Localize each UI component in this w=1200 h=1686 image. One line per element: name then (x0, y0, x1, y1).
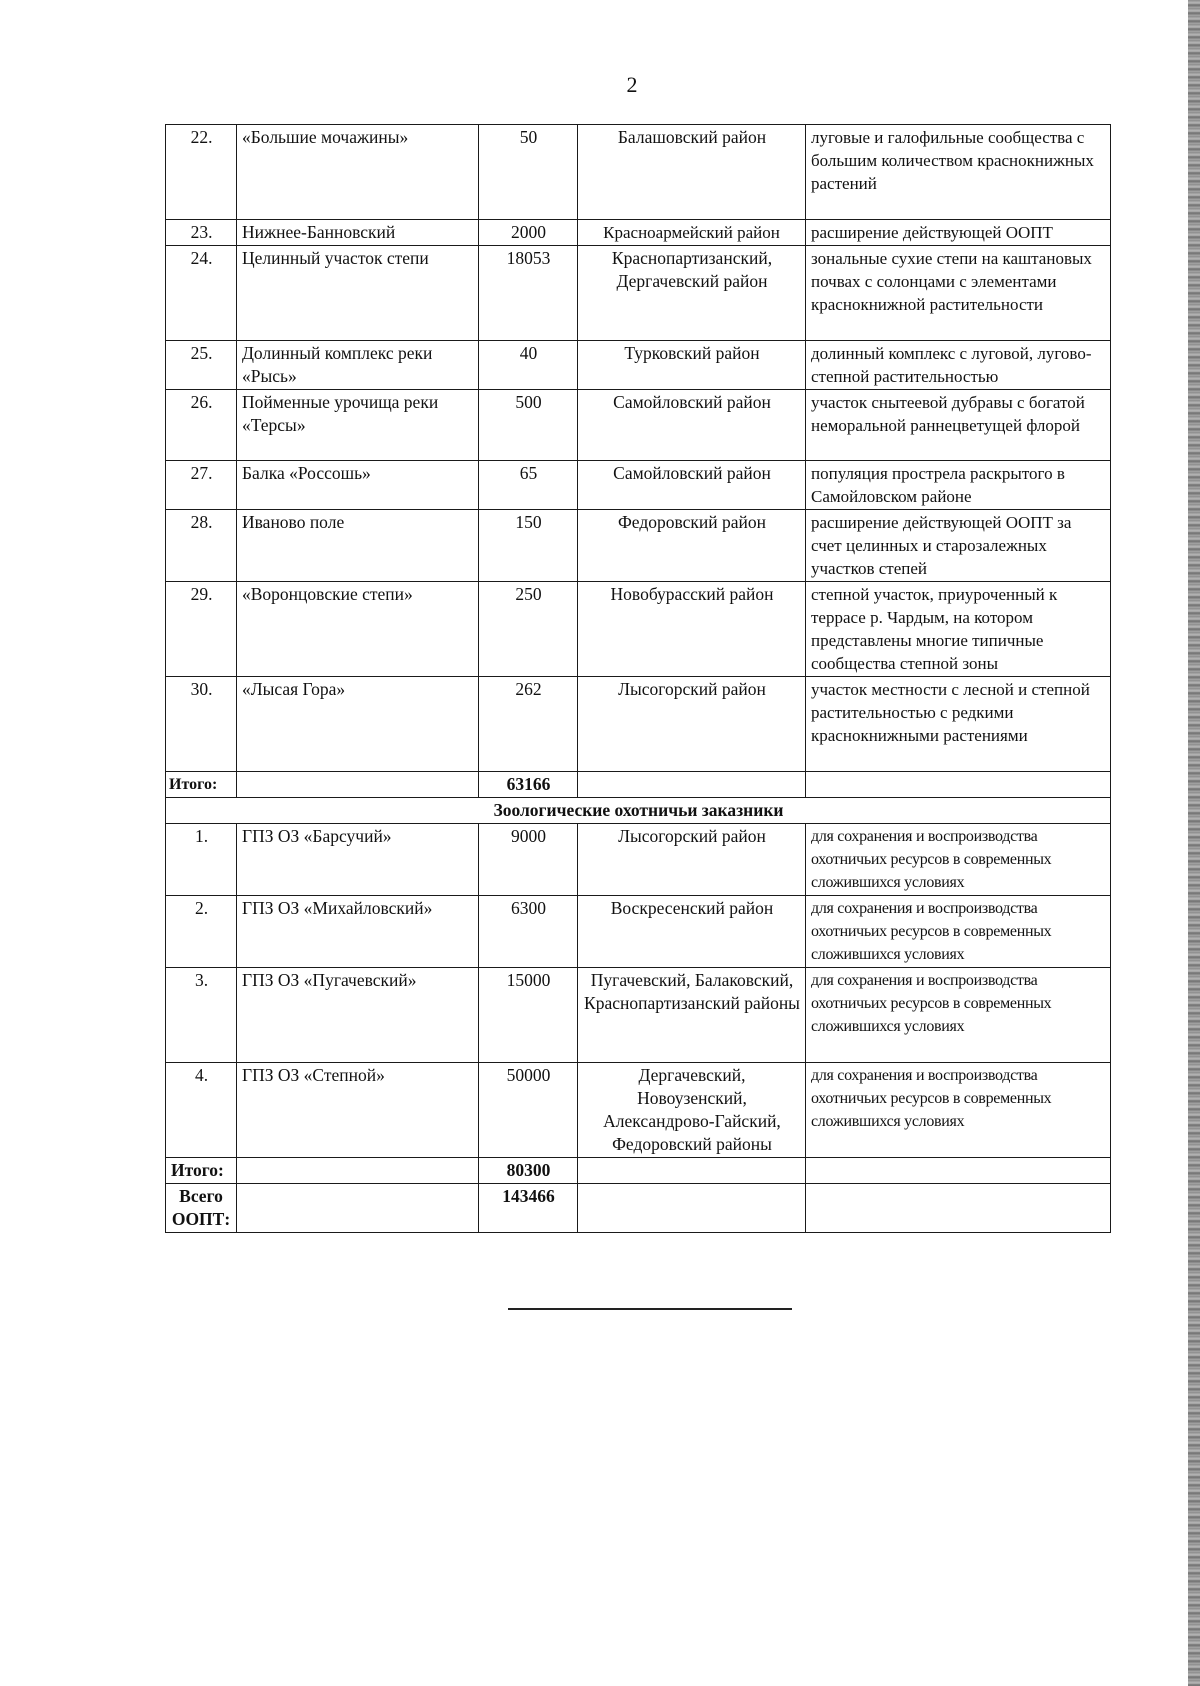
closing-divider-line (508, 1308, 792, 1310)
empty-cell (806, 772, 1111, 798)
empty-cell (578, 1184, 806, 1233)
subtotal-label: Итого: (166, 772, 237, 798)
row-district: Балашовский район (578, 125, 806, 220)
row-district: Красноармейский район (578, 220, 806, 246)
page-number: 2 (626, 72, 638, 97)
row-area: 6300 (479, 896, 578, 968)
empty-cell (806, 1184, 1111, 1233)
table-row (166, 824, 1111, 896)
row-district: Пугачевский, Балаковский, Краснопартизанский районы (578, 968, 806, 1063)
grand-total-row (166, 1184, 1111, 1233)
row-description: участок снытеевой дубравы с богатой неморальной раннецветущей флорой (806, 390, 1111, 461)
row-number: 2. (166, 896, 237, 968)
table-row (166, 390, 1111, 461)
table-row (166, 677, 1111, 772)
table-row (166, 341, 1111, 390)
row-number: 24. (166, 246, 237, 341)
row-name: Пойменные урочища реки «Терсы» (237, 390, 479, 461)
row-area: 250 (479, 582, 578, 677)
row-district: Лысогорский район (578, 677, 806, 772)
row-number: 28. (166, 510, 237, 582)
row-area: 65 (479, 461, 578, 510)
row-name: Долинный комплекс реки «Рысь» (237, 341, 479, 390)
row-name: Нижнее-Банновский (237, 220, 479, 246)
row-description: степной участок, приуроченный к террасе р. Чардым, на котором представлены многие типичные сообщества степной зоны (806, 582, 1111, 677)
row-name: «Большие мочажины» (237, 125, 479, 220)
table-row (166, 510, 1111, 582)
row-name: «Воронцовские степи» (237, 582, 479, 677)
row-district: Краснопартизанский, Дергачевский район (578, 246, 806, 341)
section-title: Зоологические охотничьи заказники (166, 798, 1111, 824)
row-district: Дергачевский, Новоузенский, Александрово-Гайский, Федоровский районы (578, 1063, 806, 1158)
row-district: Лысогорский район (578, 824, 806, 896)
row-description: для сохранения и воспроизводства охотничьих ресурсов в современных сложившихся условиях (806, 896, 1111, 968)
table-row (166, 1063, 1111, 1158)
subtotal-row (166, 1158, 1111, 1184)
row-area: 262 (479, 677, 578, 772)
row-name: ГПЗ ОЗ «Михайловский» (237, 896, 479, 968)
row-area: 15000 (479, 968, 578, 1063)
row-description: долинный комплекс с луговой, лугово-степной растительностью (806, 341, 1111, 390)
row-area: 40 (479, 341, 578, 390)
empty-cell (237, 772, 479, 798)
grand-total-value: 143466 (479, 1184, 578, 1233)
row-area: 500 (479, 390, 578, 461)
row-area: 150 (479, 510, 578, 582)
oopt-table (165, 124, 1111, 1233)
row-district: Федоровский район (578, 510, 806, 582)
scan-page-edge (1188, 0, 1200, 1686)
row-description: расширение действующей ООПТ за счет целинных и старозалежных участков степей (806, 510, 1111, 582)
row-number: 30. (166, 677, 237, 772)
empty-cell (237, 1158, 479, 1184)
table-row (166, 461, 1111, 510)
table-body (166, 125, 1111, 1233)
table-row (166, 582, 1111, 677)
empty-cell (237, 1184, 479, 1233)
row-number: 27. (166, 461, 237, 510)
table-row (166, 246, 1111, 341)
row-name: «Лысая Гора» (237, 677, 479, 772)
row-description: зональные сухие степи на каштановых почвах с солонцами с элементами краснокнижной растительности (806, 246, 1111, 341)
row-name: ГПЗ ОЗ «Барсучий» (237, 824, 479, 896)
row-number: 23. (166, 220, 237, 246)
row-number: 26. (166, 390, 237, 461)
row-district: Самойловский район (578, 390, 806, 461)
row-description: для сохранения и воспроизводства охотничьих ресурсов в современных сложившихся условиях (806, 824, 1111, 896)
row-number: 1. (166, 824, 237, 896)
table-row (166, 968, 1111, 1063)
row-description: для сохранения и воспроизводства охотничьих ресурсов в современных сложившихся условиях (806, 968, 1111, 1063)
row-name: Иваново поле (237, 510, 479, 582)
row-area: 2000 (479, 220, 578, 246)
row-area: 50000 (479, 1063, 578, 1158)
row-area: 18053 (479, 246, 578, 341)
row-number: 4. (166, 1063, 237, 1158)
row-district: Новобурасский район (578, 582, 806, 677)
row-number: 29. (166, 582, 237, 677)
table-row (166, 125, 1111, 220)
row-name: Целинный участок степи (237, 246, 479, 341)
row-district: Воскресенский район (578, 896, 806, 968)
row-number: 3. (166, 968, 237, 1063)
subtotal-value: 63166 (479, 772, 578, 798)
empty-cell (578, 1158, 806, 1184)
row-number: 22. (166, 125, 237, 220)
empty-cell (806, 1158, 1111, 1184)
subtotal-row (166, 772, 1111, 798)
section-heading-row (166, 798, 1111, 824)
row-district: Турковский район (578, 341, 806, 390)
row-name: Балка «Россошь» (237, 461, 479, 510)
row-description: участок местности с лесной и степной растительностью с редкими краснокнижными растениями (806, 677, 1111, 772)
row-description: для сохранения и воспроизводства охотничьих ресурсов в современных сложившихся условиях (806, 1063, 1111, 1158)
subtotal-label: Итого: (166, 1158, 237, 1184)
table-row (166, 220, 1111, 246)
subtotal-value: 80300 (479, 1158, 578, 1184)
row-description: расширение действующей ООПТ (806, 220, 1111, 246)
table-row (166, 896, 1111, 968)
row-name: ГПЗ ОЗ «Пугачевский» (237, 968, 479, 1063)
row-description: популяция прострела раскрытого в Самойловском районе (806, 461, 1111, 510)
row-area: 50 (479, 125, 578, 220)
row-name: ГПЗ ОЗ «Степной» (237, 1063, 479, 1158)
grand-total-label: Всего ООПТ: (166, 1184, 237, 1233)
row-area: 9000 (479, 824, 578, 896)
row-description: луговые и галофильные сообщества с большим количеством краснокнижных растений (806, 125, 1111, 220)
row-number: 25. (166, 341, 237, 390)
empty-cell (578, 772, 806, 798)
row-district: Самойловский район (578, 461, 806, 510)
